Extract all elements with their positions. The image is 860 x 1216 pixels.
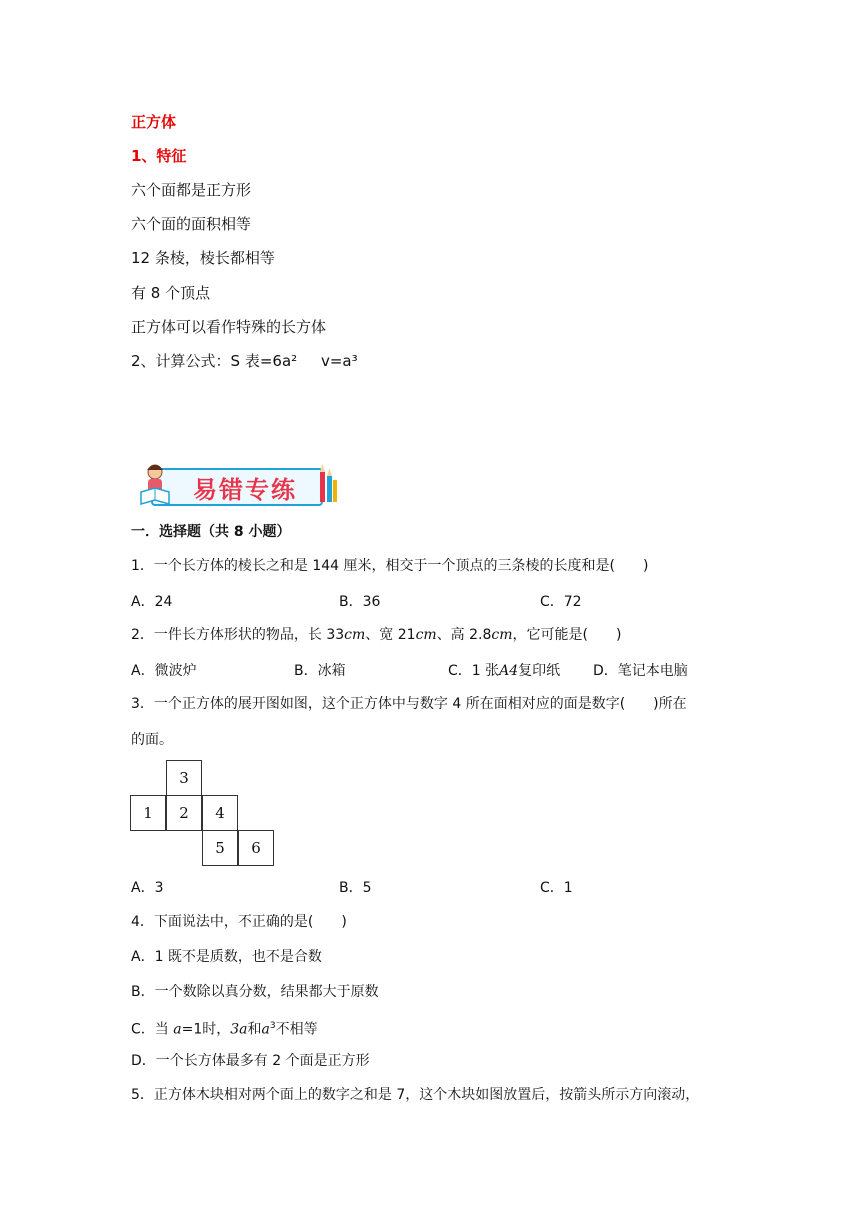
pencils-icon xyxy=(317,462,339,506)
q4-exponent: 3 xyxy=(269,1021,276,1031)
feature-item: 12 条棱，棱长都相等 xyxy=(131,249,275,267)
q4-option-c-part: 不相等 xyxy=(275,1021,318,1038)
net-cell: 5 xyxy=(202,830,238,866)
q4-a-cubed: a xyxy=(261,1021,270,1038)
section-heading: 一．选择题（共 8 小题） xyxy=(131,524,291,540)
q2-option-a[interactable]: A．微波炉 xyxy=(131,663,197,679)
notes-title: 正方体 xyxy=(131,113,177,131)
q2-unit: cm xyxy=(491,627,513,643)
q4-option-b[interactable]: B．一个数除以真分数，结果都大于原数 xyxy=(131,984,379,1000)
q3-option-c[interactable]: C．1 xyxy=(540,880,573,896)
formula-line: 2、计算公式：S 表=6a² v=a³ xyxy=(131,352,358,370)
practice-banner xyxy=(131,460,341,508)
student-reading-icon xyxy=(135,460,179,508)
q4-and: 和 xyxy=(247,1021,262,1038)
q1-option-b[interactable]: B．36 xyxy=(339,594,381,610)
net-cell: 6 xyxy=(238,830,274,866)
feature-heading: 1、特征 xyxy=(131,147,187,165)
q3-option-a[interactable]: A．3 xyxy=(131,880,164,896)
q2-option-d[interactable]: D．笔记本电脑 xyxy=(593,663,688,679)
q5-stem: 5．正方体木块相对两个面上的数字之和是 7，这个木块如图放置后，按箭头所示方向滚动， xyxy=(131,1087,700,1103)
q4-option-a[interactable]: A．1 既不是质数，也不是合数 xyxy=(131,949,322,965)
q2-option-c-paper: A4 xyxy=(499,663,519,679)
q1-stem: 1．一个长方体的棱长之和是 144 厘米，相交于一个顶点的三条棱的长度和是( ) xyxy=(131,558,649,574)
q2-option-b[interactable]: B．冰箱 xyxy=(294,663,346,679)
q4-option-c-part: 时， xyxy=(202,1021,231,1038)
feature-item: 六个面的面积相等 xyxy=(131,215,252,233)
q2-stem-part: 2．一件长方体形状的物品，长 33 xyxy=(131,627,345,643)
feature-item: 正方体可以看作特殊的长方体 xyxy=(131,318,327,336)
q2-option-c-label: C．1 张 xyxy=(448,663,500,679)
q1-option-a[interactable]: A．24 xyxy=(131,594,173,610)
q2-stem-part: 、宽 21 xyxy=(365,627,416,643)
q1-option-c[interactable]: C．72 xyxy=(540,594,582,610)
feature-item: 六个面都是正方形 xyxy=(131,181,252,199)
q2-option-c-tail: 复印纸 xyxy=(518,663,561,679)
feature-item: 有 8 个顶点 xyxy=(131,284,211,302)
net-cell: 4 xyxy=(202,795,238,831)
q2-unit: cm xyxy=(344,627,366,643)
q3-stem-line1: 3．一个正方体的展开图如图，这个正方体中与数字 4 所在面相对应的面是数字( )所在 xyxy=(131,696,687,712)
banner-text: 易错专练 xyxy=(193,475,297,504)
net-cell: 1 xyxy=(130,795,166,831)
q2-option-c[interactable] xyxy=(448,661,560,681)
cube-net-figure xyxy=(130,760,280,870)
net-cell: 3 xyxy=(166,760,202,796)
q4-stem: 4．下面说法中，不正确的是( ) xyxy=(131,914,347,930)
q3-stem-line2: 的面。 xyxy=(131,732,173,748)
q2-unit: cm xyxy=(415,627,437,643)
q2-stem xyxy=(131,625,621,645)
q2-stem-part: 、高 2.8 xyxy=(436,627,492,643)
q4-option-d[interactable]: D．一个长方体最多有 2 个面是正方形 xyxy=(131,1053,370,1069)
q3-option-b[interactable]: B．5 xyxy=(339,880,372,896)
q4-option-c[interactable] xyxy=(131,1016,318,1040)
q4-var-a: a xyxy=(173,1021,182,1038)
net-cell: 2 xyxy=(166,795,202,831)
q4-3a: 3a xyxy=(230,1021,248,1038)
q4-option-c-part: C．当 xyxy=(131,1021,169,1038)
q2-stem-part: ，它可能是( ) xyxy=(512,627,622,643)
q4-eq: =1 xyxy=(181,1021,203,1038)
